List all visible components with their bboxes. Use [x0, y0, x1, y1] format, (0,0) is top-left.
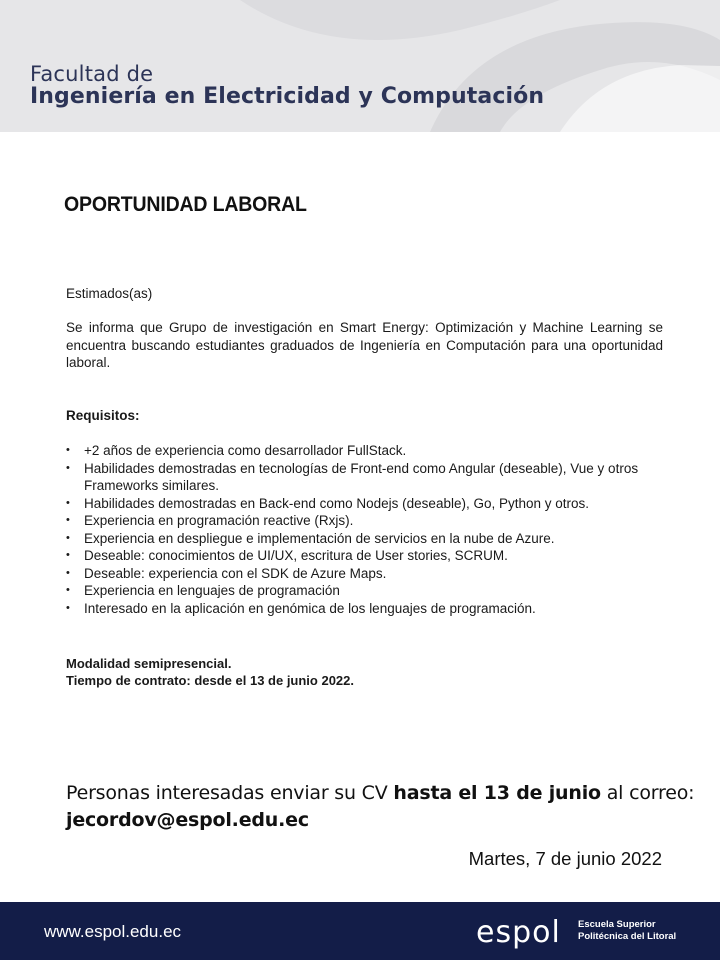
list-item [66, 600, 666, 618]
call-to-action [66, 780, 694, 834]
list-item [66, 530, 666, 548]
bullet-icon: • [66, 496, 70, 509]
list-item [66, 495, 666, 513]
bullet-icon: • [66, 566, 70, 579]
website-link[interactable]: www.espol.edu.ec [44, 922, 182, 941]
list-item-text: Deseable: conocimientos de UI/UX, escritura de User stories, SCRUM. [84, 548, 508, 563]
espol-logo-icon [476, 912, 576, 952]
bullet-icon: • [66, 444, 70, 456]
list-item [66, 582, 666, 600]
bullet-icon: • [66, 549, 70, 561]
cta-prefix: Personas interesadas enviar su CV [66, 782, 394, 804]
list-item-text: Habilidades demostradas en tecnologías de Front-end como Angular (deseable), Vue y otros Frameworks similares. [84, 460, 639, 493]
contact-email[interactable] [66, 807, 694, 834]
list-item-text: Experiencia en lenguajes de programación [84, 583, 340, 598]
list-item-text: Experiencia en programación reactive (Rxjs). [84, 513, 354, 528]
cta-deadline: hasta el 13 de junio [393, 782, 601, 804]
faculty-name-line2: Ingeniería en Electricidad y Computación [30, 84, 545, 109]
faculty-name-line1: Facultad de [30, 62, 154, 86]
bullet-icon: • [66, 601, 70, 614]
header-banner [0, 0, 720, 132]
contact-email-text[interactable]: jecordov@espol.edu.ec [66, 809, 309, 831]
list-item-text: +2 años de experiencia como desarrollador FullStack. [84, 443, 407, 458]
footer-bar [0, 902, 720, 960]
bullet-icon: • [66, 514, 70, 526]
list-item-text: Experiencia en despliegue e implementación de servicios en la nube de Azure. [84, 530, 555, 546]
list-item [66, 512, 666, 530]
bullet-icon: • [66, 461, 70, 474]
bullet-icon: • [66, 531, 70, 544]
document-date: Martes, 7 de junio 2022 [468, 848, 662, 869]
contract-text: Tiempo de contrato: desde el 13 de junio 2022. [66, 673, 355, 688]
logo-caption-line2: Politécnica del Litoral [578, 931, 677, 942]
requirements-heading: Requisitos: [66, 408, 140, 423]
page-title: OPORTUNIDAD LABORAL [64, 193, 307, 216]
list-item-text: Habilidades demostradas en Back-end como Nodejs (deseable), Go, Python y otros. [84, 495, 590, 511]
modality-text: Modalidad semipresencial. [66, 656, 232, 671]
intro-paragraph: Se informa que Grupo de investigación en Smart Energy: Optimización y Machine Learning se encuentra buscando estudiantes graduados de Ingeniería en Computación para una oportunidad laboral. [66, 320, 663, 370]
logo-caption-line1: Escuela Superior [578, 919, 656, 930]
greeting: Estimados(as) [66, 286, 153, 301]
logo-caption [578, 919, 676, 943]
cta-suffix: al correo: [600, 782, 695, 804]
cta-line [66, 780, 694, 807]
list-item-text: Interesado en la aplicación en genómica de los lenguajes de programación. [84, 600, 536, 616]
list-item [66, 565, 666, 583]
list-item [66, 547, 666, 565]
list-item [66, 460, 666, 495]
conditions-block [66, 655, 354, 689]
list-item-text: Deseable: experiencia con el SDK de Azure Maps. [84, 565, 387, 581]
requirements-list [66, 442, 666, 617]
list-item [66, 442, 666, 460]
bullet-icon: • [66, 584, 70, 596]
logo-word: espol [476, 915, 561, 950]
